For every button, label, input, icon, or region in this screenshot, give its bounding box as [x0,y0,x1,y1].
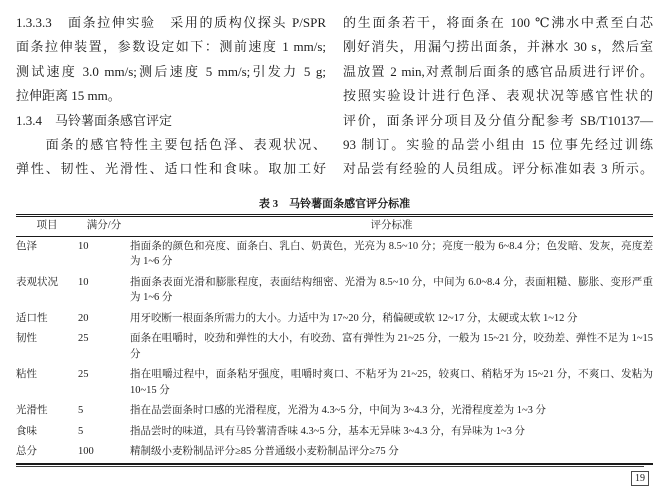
footer-divider [16,466,644,467]
table-row [16,236,653,273]
table-row [16,422,653,443]
table-header-cell-criteria: 评分标准 [130,215,653,236]
criteria-cell: 用牙咬断一根面条所需力的大小。力适中为 17~20 分，稍偏硬或软 12~17 分，太硬或太软 1~12 分 [130,312,578,324]
item-cell: 光滑性 [16,405,48,417]
score-cell: 5 [78,405,84,417]
body-text-line: 面条的感官特性主要包括色泽、表观状况、 [16,137,326,153]
left-column [16,11,326,182]
right-column [343,11,653,182]
item-cell: 韧性 [16,333,37,345]
criteria-cell: 面条在咀嚼时，咬劲和弹性的大小，有咬劲、富有弹性为 21~25 分，一般为 15~21 分，咬劲差、弹性不足为 1~15 分 [130,333,653,360]
table-header-cell-score: 满分/分 [78,215,130,236]
score-cell: 20 [78,312,89,324]
table-row [16,365,653,401]
criteria-cell: 指面条表面光滑和膨胀程度，表面结构细密、光滑为 8.5~10 分，中间为 6.0~8.4 分，表面粗糙、膨胀、变形严重为 1~6 分 [130,276,653,304]
body-text-line: 刚好消失，用漏勺捞出面条，并淋水 30 s，然后室 [343,39,653,55]
item-cell: 表观状况 [16,276,58,288]
table-row [16,309,653,330]
score-cell: 10 [78,240,89,252]
page-number: 19 [631,471,649,486]
score-cell: 25 [78,333,89,345]
score-cell: 100 [78,446,94,458]
body-text-line: 评价，面条评分项目及分值分配参考 SB/T10137— [343,112,653,128]
body-text-line: 1.3.3.3 面条拉伸实验 采用的质构仪探头 P/SPR [16,15,326,30]
criteria-cell: 指面条的颜色和亮度、面条白、乳白、奶黄色，光亮为 8.5~10 分；亮度一般为 6~8.4 分；色发暗、发灰，亮度差为 1~6 分 [130,240,653,268]
body-text-line: 弹性、韧性、光滑性、适口性和食味。取加工好 [16,161,326,177]
table-title: 表 3 马铃薯面条感官评分标准 [258,197,411,210]
table-header-cell-item: 项目 [16,215,78,236]
score-cell: 25 [78,369,89,381]
body-text-line: 测试速度 3.0 mm/s;测后速度 5 mm/s;引发力 5 g; [16,63,326,79]
body-text-line: 面条拉伸装置，参数设定如下：测前速度 1 mm/s; [16,39,326,55]
section-heading: 1.3.4 马铃薯面条感官评定 [16,112,173,128]
body-text-line: 拉伸距离 15 mm。 [16,88,121,104]
item-cell: 适口性 [16,312,48,324]
body-text-line: 按照实验设计进行色泽、表观状况等感官性状的 [343,88,653,104]
table-row [16,442,653,464]
body-text-columns [16,11,653,182]
table-row [16,273,653,309]
table-header-row [16,215,653,236]
body-text-line: 93 制订。实验的品尝小组由 15 位事先经过训练 [343,137,653,153]
table-row [16,329,653,365]
criteria-cell: 指在咀嚼过程中，面条粘牙强度，咀嚼时爽口、不粘牙为 21~25，较爽口、稍粘牙为 15~21 分，不爽口、发粘为 10~15 分 [130,369,653,396]
body-text-line: 对品尝有经验的人员组成。评分标准如表 3 所示。 [343,161,653,177]
item-cell: 色泽 [16,240,37,252]
item-cell: 食味 [16,425,37,437]
criteria-cell: 指品尝时的味道，具有马铃薯清香味 4.3~5 分，基本无异味 3~4.3 分，有异味为 1~3 分 [130,425,526,437]
criteria-cell: 精制级小麦粉制品评分≥85 分普通级小麦粉制品评分≥75 分 [130,446,399,458]
criteria-cell: 指在品尝面条时口感的光滑程度，光滑为 4.3~5 分，中间为 3~4.3 分，光滑程度差为 1~3 分 [130,405,547,417]
score-cell: 5 [78,425,84,437]
table-row [16,401,653,422]
document-page [16,11,653,465]
item-cell: 总分 [16,446,37,458]
sensory-scoring-table [16,214,653,465]
item-cell: 粘性 [16,369,37,381]
body-text-line: 温放置 2 min,对煮制后面条的感官品质进行评价。 [343,63,653,79]
score-cell: 10 [78,276,89,288]
body-text-line: 的生面条若干，将面条在 100 ℃沸水中煮至白芯 [343,15,653,30]
